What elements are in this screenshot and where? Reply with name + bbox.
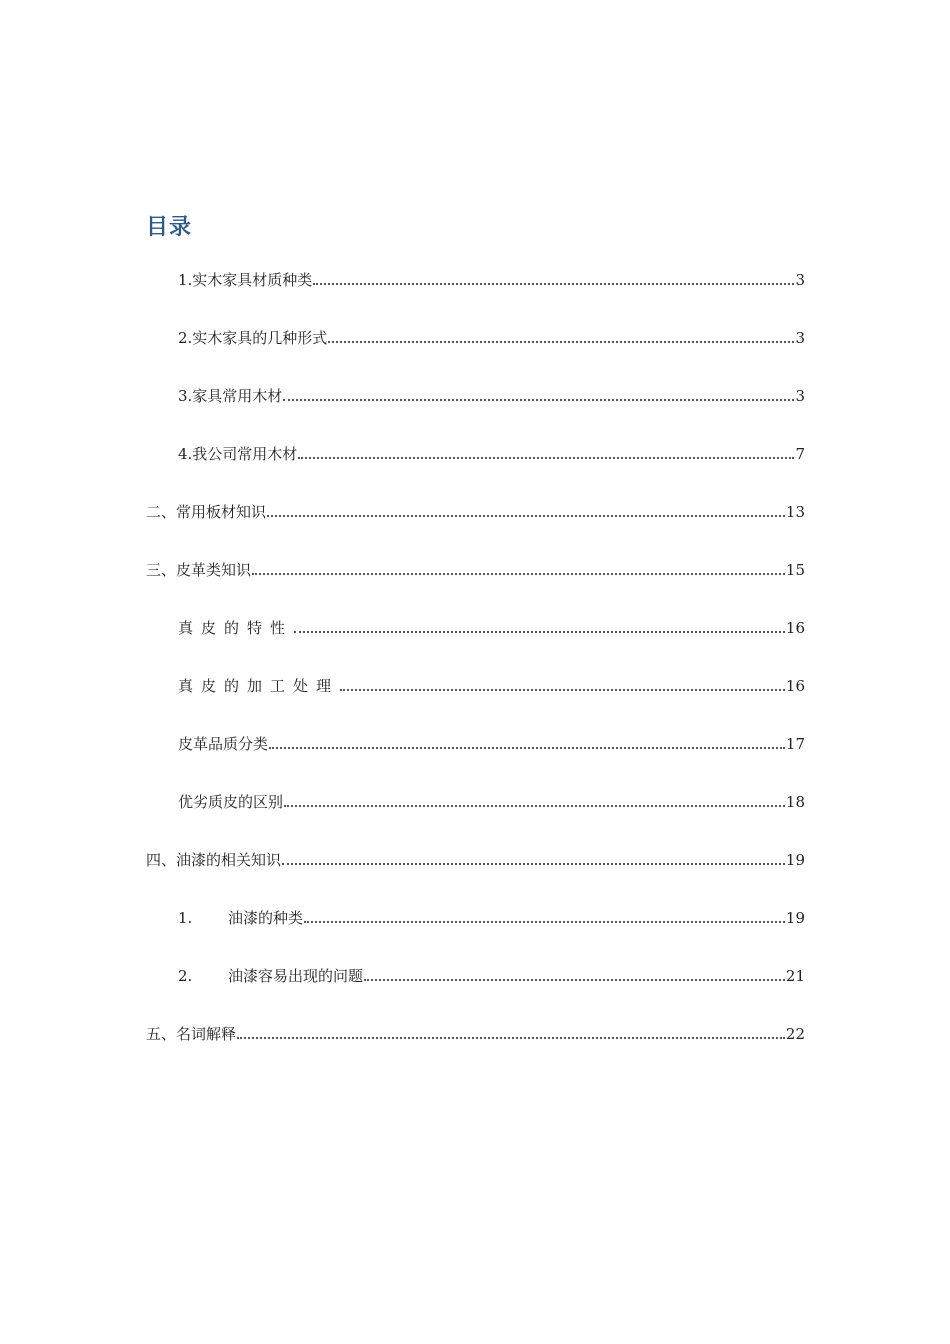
toc-entry-page: 19 xyxy=(785,851,805,869)
toc-entry-glossary[interactable] xyxy=(146,1022,805,1044)
toc-entry-text: 油漆的种类 xyxy=(228,909,304,927)
toc-entry-paint-types[interactable] xyxy=(178,906,805,928)
toc-entry-paint-knowledge[interactable] xyxy=(146,848,805,870)
toc-entry-paint-problems[interactable] xyxy=(178,964,805,986)
toc-entry-page: 15 xyxy=(785,561,805,579)
dot-leader xyxy=(294,631,785,633)
toc-entry-label: 真皮的特性 xyxy=(178,619,294,637)
dot-leader xyxy=(298,457,794,459)
dot-leader xyxy=(267,515,785,517)
toc-entry-page: 16 xyxy=(785,619,805,637)
dot-leader xyxy=(284,805,785,807)
dot-leader xyxy=(364,979,785,981)
dot-leader xyxy=(283,399,794,401)
toc-entry-label: 3.家具常用木材 xyxy=(178,387,283,405)
toc-entry-board-knowledge[interactable] xyxy=(146,500,805,522)
toc-entry-label: 1.实木家具材质种类 xyxy=(178,271,313,289)
toc-entry-page: 3 xyxy=(795,271,805,289)
toc-entry-wood-material-types[interactable] xyxy=(178,268,805,290)
dot-leader xyxy=(252,573,785,575)
toc-entry-page: 21 xyxy=(785,967,805,985)
toc-entry-page: 17 xyxy=(785,735,805,753)
toc-entry-wood-furniture-forms[interactable] xyxy=(178,326,805,348)
toc-entry-label: 优劣质皮的区别 xyxy=(178,793,284,811)
toc-entry-label: 五、名词解释 xyxy=(146,1025,237,1043)
toc-entry-common-woods[interactable] xyxy=(178,384,805,406)
toc-entry-company-woods[interactable] xyxy=(178,442,805,464)
toc-entry-leather-processing[interactable] xyxy=(178,674,805,696)
toc-entry-label: 四、油漆的相关知识 xyxy=(146,851,282,869)
dot-leader xyxy=(340,689,785,691)
toc-entry-leather-quality-difference[interactable] xyxy=(178,790,805,812)
dot-leader xyxy=(282,863,785,865)
toc-entry-page: 16 xyxy=(785,677,805,695)
toc-entry-label: 2.实木家具的几种形式 xyxy=(178,329,328,347)
dot-leader xyxy=(313,283,794,285)
toc-entry-leather-knowledge[interactable] xyxy=(146,558,805,580)
toc-title: 目录 xyxy=(146,215,193,240)
toc-entry-page: 22 xyxy=(785,1025,805,1043)
dot-leader xyxy=(328,341,794,343)
toc-entry-label: 二、常用板材知识 xyxy=(146,503,267,521)
toc-entry-text: 油漆容易出现的问题 xyxy=(228,967,364,985)
toc-entry-page: 3 xyxy=(795,329,805,347)
toc-entry-label xyxy=(178,908,303,928)
toc-entry-page: 19 xyxy=(785,909,805,927)
toc-entry-label xyxy=(178,966,363,986)
dot-leader xyxy=(304,921,785,923)
toc-entry-label: 皮革品质分类 xyxy=(178,735,269,753)
toc-entry-page: 13 xyxy=(785,503,805,521)
toc-entry-number: 2. xyxy=(178,967,193,985)
toc-entry-leather-properties[interactable] xyxy=(178,616,805,638)
dot-leader xyxy=(269,747,785,749)
toc-entry-page: 3 xyxy=(795,387,805,405)
toc-entry-label: 真皮的加工处理 xyxy=(178,677,340,695)
toc-entry-number: 1. xyxy=(178,909,193,927)
toc-entry-page: 7 xyxy=(795,445,805,463)
toc-entry-label: 4.我公司常用木材 xyxy=(178,445,298,463)
toc-entry-label: 三、皮革类知识 xyxy=(146,561,252,579)
dot-leader xyxy=(237,1037,785,1039)
toc-entry-page: 18 xyxy=(785,793,805,811)
toc-entry-leather-grades[interactable] xyxy=(178,732,805,754)
